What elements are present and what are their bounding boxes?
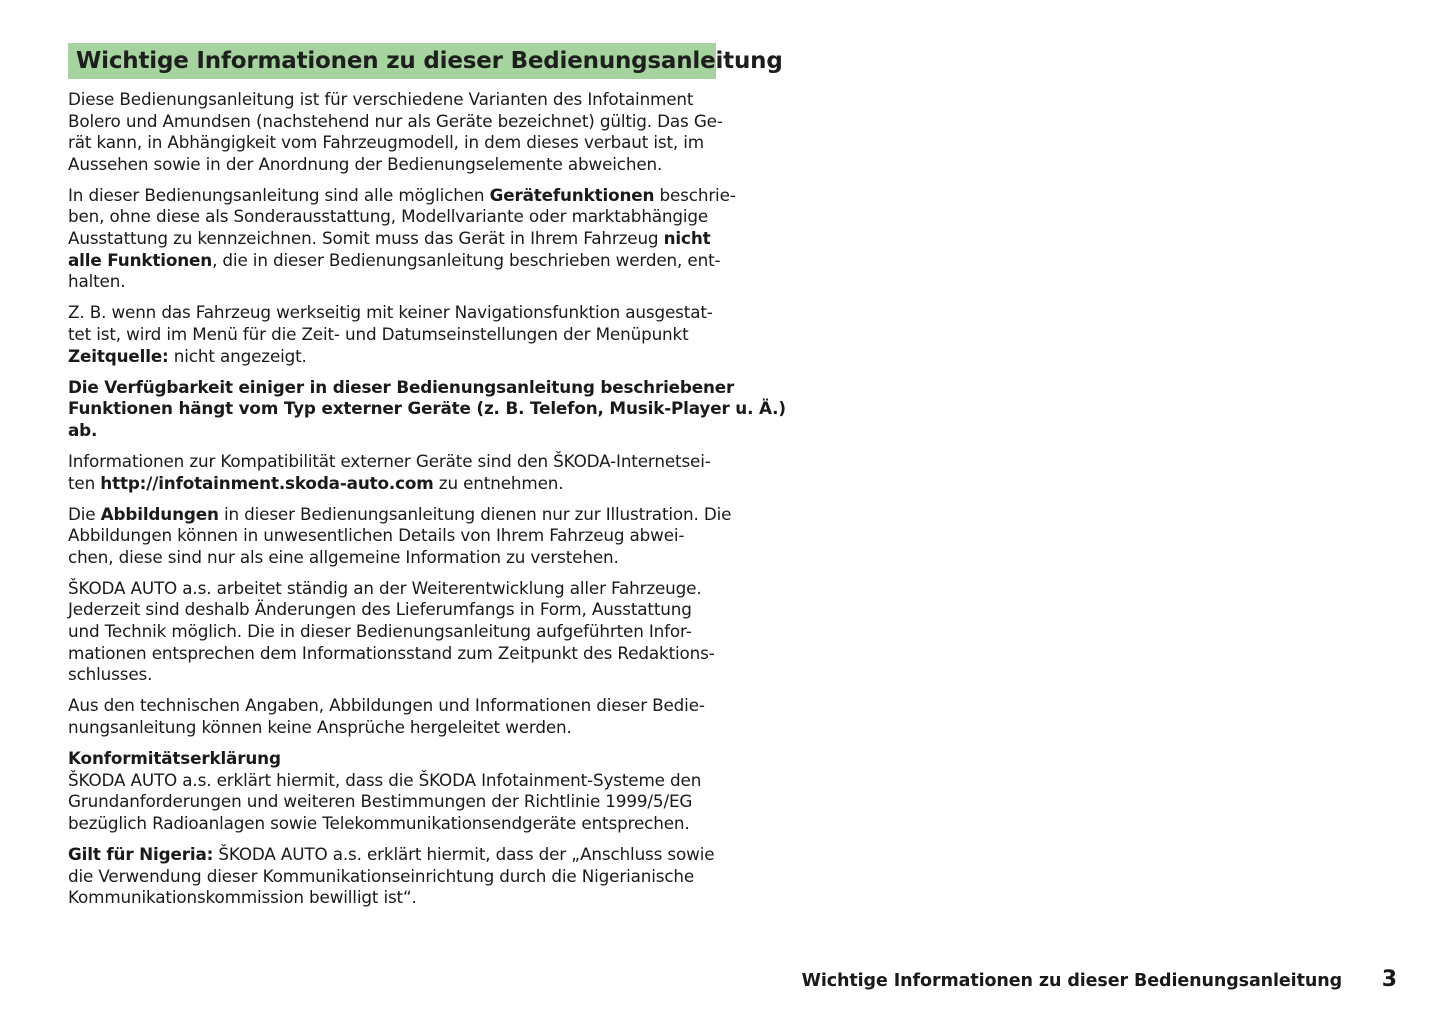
text-line: ŠKODA AUTO a.s. erklärt hiermit, dass die ŠKODA Infotainment-Systeme den [68, 769, 702, 790]
text-line: ben, ohne diese als Sonderausstattung, Modellvariante oder marktabhängige [68, 206, 709, 227]
text-line [68, 473, 718, 495]
paragraph-development [68, 578, 718, 686]
text-line: und Technik möglich. Die in dieser Bedienungsanleitung aufgeführten Infor- [68, 621, 692, 642]
page-number: 3 [1381, 967, 1397, 992]
text-line: Aus den technischen Angaben, Abbildungen und Informationen dieser Bedie- [68, 695, 705, 716]
text-line: Diese Bedienungsanleitung ist für verschiedene Varianten des Infotainment [68, 89, 694, 109]
text-line: die Verwendung dieser Kommunikationseinrichtung durch die Nigerianische [68, 865, 695, 886]
text-line: Jederzeit sind deshalb Änderungen des Lieferumfangs in Form, Ausstattung [68, 599, 692, 620]
text-line [68, 844, 718, 866]
paragraph-intro [68, 89, 723, 175]
website-link[interactable]: http://infotainment.skoda-auto.com [100, 472, 434, 493]
text-line: chen, diese sind nur als eine allgemeine Information zu verstehen. [68, 546, 619, 567]
paragraph-conformity [68, 748, 718, 834]
text-line: Abbildungen können in unwesentlichen Details von Ihrem Fahrzeug abwei- [68, 525, 685, 546]
text-line: nungsanleitung können keine Ansprüche hergeleitet werden. [68, 716, 572, 737]
text-line: Z. B. wenn das Fahrzeug werkseitig mit keiner Navigationsfunktion ausgestat- [68, 302, 713, 323]
section-heading-bar [68, 43, 783, 79]
text-line: Informationen zur Kompatibilität externer Geräte sind den ŠKODA-Internetsei- [68, 450, 711, 471]
body-text [68, 89, 786, 918]
paragraph-functions [68, 184, 736, 293]
text-line [68, 249, 721, 272]
text-line [68, 346, 718, 368]
text-line: mationen entsprechen dem Informationsstand zum Zeitpunkt des Redaktions- [68, 642, 715, 663]
text-line: Grundanforderungen und weiteren Bestimmungen der Richtlinie 1999/5/EG [68, 791, 693, 812]
conformity-title: Konformitätserklärung [68, 748, 281, 769]
text-line: ŠKODA AUTO a.s. arbeitet ständig an der Weiterentwicklung aller Fahrzeuge. [68, 577, 702, 598]
text-line-bold: ab. [68, 419, 98, 440]
paragraph-example [68, 302, 718, 367]
text-segment: ten [68, 472, 101, 493]
text-line: Bolero und Amundsen (nachstehend nur als Geräte bezeichnet) gültig. Das Ge- [68, 110, 723, 131]
text-line-bold: Funktionen hängt vom Typ externer Geräte (z. B. Telefon, Musik-Player u. Ä.) [68, 398, 786, 419]
page-footer [0, 967, 1445, 996]
text-line: halten. [68, 271, 126, 292]
paragraph-illustrations [68, 503, 732, 569]
text-segment: in dieser Bedienungsanleitung dienen nur zur Illustration. Die [218, 503, 732, 524]
text-segment: Die [68, 503, 101, 524]
text-segment: ŠKODA AUTO a.s. erklärt hiermit, dass der „Anschluss sowie [213, 843, 715, 864]
footer-title: Wichtige Informationen zu dieser Bedienungsanleitung [801, 971, 1342, 991]
text-segment: nicht angezeigt. [168, 345, 307, 366]
text-line: rät kann, in Abhängigkeit vom Fahrzeugmodell, in dem dieses verbaut ist, im [68, 132, 704, 153]
text-segment: zu entnehmen. [433, 472, 564, 493]
paragraph-compatibility [68, 451, 718, 494]
text-line: Aussehen sowie in der Anordnung der Bedienungselemente abweichen. [68, 153, 663, 174]
text-line [68, 184, 736, 207]
bold-term: nicht [663, 228, 711, 249]
bold-term: alle Funktionen [68, 249, 213, 270]
text-segment: beschrie- [654, 184, 736, 205]
text-segment: In dieser Bedienungsanleitung sind alle möglichen [68, 184, 490, 205]
bold-term: Gerätefunktionen [489, 184, 655, 205]
text-line: Kommunikationskommission bewilligt ist“. [68, 887, 417, 908]
text-line [68, 228, 718, 250]
text-segment: Ausstattung zu kennzeichnen. Somit muss das Gerät in Ihrem Fahrzeug [68, 228, 664, 249]
text-line-bold: Die Verfügbarkeit einiger in dieser Bedienungsanleitung beschriebener [68, 376, 735, 397]
text-line: schlusses. [68, 664, 153, 685]
bold-term: Abbildungen [100, 503, 219, 524]
bold-term: Zeitquelle: [68, 345, 169, 366]
paragraph-claims [68, 695, 718, 738]
paragraph-nigeria [68, 844, 718, 909]
text-line: bezüglich Radioanlagen sowie Telekommunikationsendgeräte entsprechen. [68, 812, 690, 833]
text-segment: , die in dieser Bedienungsanleitung beschrieben werden, ent- [212, 249, 721, 270]
text-line [68, 503, 732, 526]
paragraph-availability [68, 376, 786, 442]
section-heading: Wichtige Informationen zu dieser Bedienungsanleitung [76, 48, 783, 74]
text-line: tet ist, wird im Menü für die Zeit- und Datumseinstellungen der Menüpunkt [68, 323, 689, 344]
bold-term: Gilt für Nigeria: [68, 843, 214, 864]
